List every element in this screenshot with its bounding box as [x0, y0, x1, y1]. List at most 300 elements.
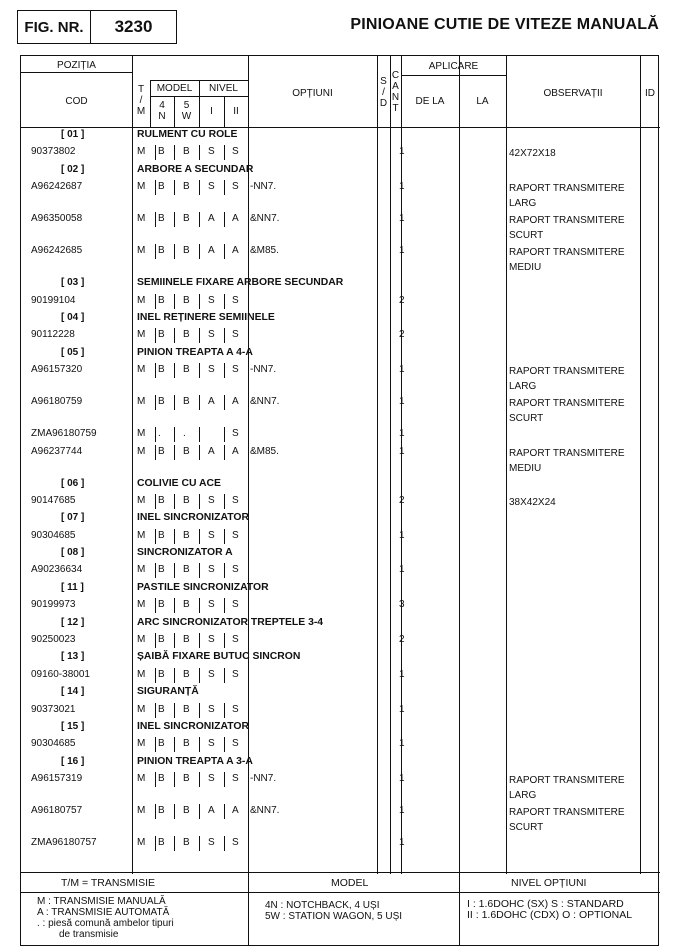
section-row — [21, 684, 660, 701]
table-row — [21, 702, 660, 719]
position-number: [ 05 ] — [61, 346, 85, 358]
cell-divider — [224, 703, 225, 718]
level-i-value: A — [208, 213, 215, 225]
level-i-value: S — [208, 181, 215, 193]
position-number: [ 12 ] — [61, 616, 85, 628]
level-ii-value: S — [232, 294, 239, 306]
transmission-code: M — [137, 837, 146, 849]
part-code: 90373802 — [31, 146, 76, 158]
cell-divider — [248, 836, 249, 851]
transmission-code: M — [137, 294, 146, 306]
table-row — [21, 493, 660, 510]
level-ii-value: S — [232, 494, 239, 506]
cell-divider — [174, 445, 175, 460]
model-5w-value: B — [183, 564, 190, 576]
transmission-code: M — [137, 364, 146, 376]
quantity: 1 — [399, 564, 405, 576]
cell-divider — [224, 772, 225, 787]
part-code: A96180759 — [31, 396, 83, 408]
table-row — [21, 528, 660, 545]
observation: RAPORT TRANSMITERE LARG — [509, 183, 625, 210]
cell-divider — [248, 633, 249, 648]
part-code: 90304685 — [31, 738, 76, 750]
transmission-code: M — [137, 396, 146, 408]
cell-divider — [199, 145, 200, 160]
level-ii-value: S — [232, 428, 239, 440]
figure-number-box — [17, 10, 177, 44]
level-i-value: A — [208, 445, 215, 457]
level-i-value: S — [208, 294, 215, 306]
model-4n-value: B — [158, 396, 165, 408]
table-row — [21, 394, 660, 426]
cell-divider — [199, 668, 200, 683]
part-code: 90373021 — [31, 703, 76, 715]
cell-divider — [224, 668, 225, 683]
header-pozitia: POZIȚIA — [57, 60, 96, 71]
header-id: ID — [645, 88, 655, 99]
section-row — [21, 162, 660, 179]
model-4n-value: B — [158, 294, 165, 306]
level-ii-value: S — [232, 773, 239, 785]
cell-divider — [174, 563, 175, 578]
table-row — [21, 736, 660, 753]
part-code: 90199104 — [31, 294, 76, 306]
cell-divider — [248, 804, 249, 819]
cell-divider — [155, 212, 156, 227]
part-code: A96157320 — [31, 364, 83, 376]
quantity: 2 — [399, 494, 405, 506]
quantity: 1 — [399, 773, 405, 785]
cell-divider — [224, 529, 225, 544]
cell-divider — [155, 703, 156, 718]
cell-divider — [199, 395, 200, 410]
option-code: &M85. — [250, 445, 279, 457]
quantity: 1 — [399, 364, 405, 376]
cell-divider — [174, 633, 175, 648]
table-row — [21, 327, 660, 344]
part-name: ARC SINCRONIZATOR TREPTELE 3-4 — [137, 616, 324, 628]
table-row — [21, 293, 660, 310]
model-4n-value: B — [158, 364, 165, 376]
cell-divider — [155, 529, 156, 544]
legend-nivel-title: NIVEL OPȚIUNI — [511, 877, 587, 889]
cell-divider — [248, 363, 249, 378]
section-row — [21, 275, 660, 292]
header-tm: T / M — [136, 84, 146, 117]
cell-divider — [224, 294, 225, 309]
cell-divider — [224, 804, 225, 819]
cell-divider — [174, 244, 175, 259]
legend — [21, 872, 660, 945]
cell-divider — [174, 180, 175, 195]
position-number: [ 06 ] — [61, 477, 85, 489]
model-4n-value: B — [158, 181, 165, 193]
header-nivel-i: I — [210, 106, 213, 117]
cell-divider — [248, 737, 249, 752]
part-name: INEL REȚINERE SEMIINELE — [137, 311, 275, 323]
position-number: [ 11 ] — [61, 581, 84, 593]
cell-divider — [174, 668, 175, 683]
level-ii-value: S — [232, 564, 239, 576]
table-row — [21, 562, 660, 579]
level-ii-value: S — [232, 599, 239, 611]
model-4n-value: . — [158, 428, 161, 440]
cell-divider — [248, 395, 249, 410]
part-name: COLIVIE CU ACE — [137, 477, 221, 489]
option-code: -NN7. — [250, 364, 277, 376]
cell-divider — [174, 494, 175, 509]
position-number: [ 13 ] — [61, 651, 85, 663]
position-number: [ 16 ] — [61, 755, 85, 767]
cell-divider — [248, 244, 249, 259]
part-code: ZMA96180759 — [31, 428, 97, 440]
transmission-code: M — [137, 428, 146, 440]
cell-divider — [224, 363, 225, 378]
option-code: &M85. — [250, 245, 279, 257]
table-row — [21, 211, 660, 243]
legend-tm-lines: M : TRANSMISIE MANUALĂ A : TRANSMISIE AUTOMATĂ . : piesă comună ambelor tipuri de transmisie — [37, 896, 174, 940]
cell-divider — [174, 294, 175, 309]
section-row — [21, 649, 660, 666]
position-number: [ 02 ] — [61, 163, 85, 175]
header-model-4n: 4 N — [158, 100, 166, 122]
level-ii-value: S — [232, 634, 239, 646]
part-code: A96350058 — [31, 213, 83, 225]
cell-divider — [224, 563, 225, 578]
cell-divider — [174, 703, 175, 718]
part-name: INEL SINCRONIZATOR — [137, 512, 249, 524]
level-ii-value: A — [232, 805, 239, 817]
section-row — [21, 310, 660, 327]
cell-divider — [174, 598, 175, 613]
figure-label: FIG. NR. — [18, 11, 91, 43]
model-5w-value: B — [183, 634, 190, 646]
level-ii-value: A — [232, 245, 239, 257]
cell-divider — [199, 212, 200, 227]
position-number: [ 03 ] — [61, 277, 85, 289]
cell-divider — [248, 529, 249, 544]
level-i-value: S — [208, 494, 215, 506]
quantity: 1 — [399, 805, 405, 817]
cell-divider — [199, 529, 200, 544]
cell-divider — [155, 737, 156, 752]
transmission-code: M — [137, 634, 146, 646]
cell-divider — [174, 427, 175, 442]
part-code: A96157319 — [31, 773, 83, 785]
cell-divider — [174, 737, 175, 752]
header-model-5w: 5 W — [181, 100, 192, 122]
transmission-code: M — [137, 494, 146, 506]
section-row — [21, 545, 660, 562]
cell-divider — [199, 836, 200, 851]
transmission-code: M — [137, 529, 146, 541]
quantity: 1 — [399, 837, 405, 849]
position-number: [ 07 ] — [61, 512, 85, 524]
cell-divider — [174, 212, 175, 227]
level-ii-value: S — [232, 364, 239, 376]
cell-divider — [155, 598, 156, 613]
model-4n-value: B — [158, 703, 165, 715]
transmission-code: M — [137, 445, 146, 457]
legend-nivel-lines: I : 1.6DOHC (SX) S : STANDARD II : 1.6DOHC (CDX) O : OPTIONAL — [467, 898, 633, 921]
level-ii-value: S — [232, 146, 239, 158]
cell-divider — [224, 212, 225, 227]
cell-divider — [155, 563, 156, 578]
model-4n-value: B — [158, 445, 165, 457]
part-name: RULMENT CU ROLE — [137, 129, 238, 140]
cell-divider — [155, 363, 156, 378]
transmission-code: M — [137, 599, 146, 611]
level-ii-value: A — [232, 445, 239, 457]
model-4n-value: B — [158, 668, 165, 680]
header-cod: COD — [65, 96, 88, 107]
part-name: PASTILE SINCRONIZATOR — [137, 581, 269, 593]
section-row — [21, 754, 660, 771]
part-code: 90112228 — [31, 329, 75, 341]
level-i-value: S — [208, 668, 215, 680]
cell-divider — [155, 427, 156, 442]
level-i-value: S — [208, 146, 215, 158]
model-4n-value: B — [158, 837, 165, 849]
transmission-code: M — [137, 805, 146, 817]
model-5w-value: B — [183, 494, 190, 506]
part-name: PINION TREAPTA A 3-A — [137, 755, 253, 767]
observation: RAPORT TRANSMITERE SCURT — [509, 215, 625, 242]
cell-divider — [199, 703, 200, 718]
cell-divider — [199, 328, 200, 343]
level-ii-value: A — [232, 396, 239, 408]
part-name: SINCRONIZATOR A — [137, 547, 233, 559]
model-5w-value: B — [183, 181, 190, 193]
position-number: [ 08 ] — [61, 547, 85, 559]
part-code: ZMA96180757 — [31, 837, 97, 849]
legend-model-title: MODEL — [331, 877, 369, 889]
table-body — [21, 127, 660, 853]
part-code: 90147685 — [31, 494, 76, 506]
cell-divider — [174, 395, 175, 410]
quantity: 2 — [399, 294, 405, 306]
header-observatii: OBSERVAȚII — [543, 88, 603, 99]
part-code: A96180757 — [31, 805, 83, 817]
section-row — [21, 476, 660, 493]
cell-divider — [199, 772, 200, 787]
part-code: A96237744 — [31, 445, 83, 457]
cell-divider — [155, 328, 156, 343]
model-4n-value: B — [158, 773, 165, 785]
part-name: PINION TREAPTA A 4-A — [137, 346, 253, 358]
model-4n-value: B — [158, 245, 165, 257]
position-number: [ 14 ] — [61, 686, 85, 698]
level-ii-value: S — [232, 329, 239, 341]
option-code: &NN7. — [250, 396, 280, 408]
model-5w-value: B — [183, 703, 190, 715]
observation: RAPORT TRANSMITERE SCURT — [509, 807, 625, 834]
level-ii-value: S — [232, 529, 239, 541]
cell-divider — [248, 212, 249, 227]
level-ii-value: S — [232, 181, 239, 193]
cell-divider — [155, 244, 156, 259]
observation: RAPORT TRANSMITERE MEDIU — [509, 447, 625, 474]
quantity: 1 — [399, 181, 405, 193]
cell-divider — [155, 395, 156, 410]
cell-divider — [224, 395, 225, 410]
cell-divider — [199, 180, 200, 195]
level-i-value: S — [208, 738, 215, 750]
parts-table — [20, 55, 659, 946]
header-de-la: DE LA — [415, 96, 445, 107]
part-code: A90236634 — [31, 564, 83, 576]
cell-divider — [248, 427, 249, 442]
level-i-value: A — [208, 805, 215, 817]
cell-divider — [174, 804, 175, 819]
model-5w-value: B — [183, 738, 190, 750]
transmission-code: M — [137, 213, 146, 225]
transmission-code: M — [137, 245, 146, 257]
observation: RAPORT TRANSMITERE SCURT — [509, 398, 625, 425]
model-4n-value: B — [158, 213, 165, 225]
cell-divider — [248, 145, 249, 160]
level-i-value: S — [208, 837, 215, 849]
part-code: A96242685 — [31, 245, 83, 257]
part-code: 09160-38001 — [31, 668, 90, 680]
model-5w-value: B — [183, 668, 190, 680]
header-cant: C A N T — [391, 70, 400, 114]
model-5w-value: B — [183, 445, 190, 457]
cell-divider — [155, 804, 156, 819]
position-number: [ 04 ] — [61, 311, 85, 323]
table-row — [21, 803, 660, 835]
cell-divider — [155, 668, 156, 683]
table-row — [21, 835, 660, 852]
page-title: PINIOANE CUTIE DE VITEZE MANUALĂ — [350, 16, 659, 33]
quantity: 1 — [399, 396, 405, 408]
part-code: 90250023 — [31, 634, 76, 646]
section-row — [21, 719, 660, 736]
section-row — [21, 510, 660, 527]
model-5w-value: B — [183, 329, 190, 341]
header-aplicare: APLICARE — [428, 61, 479, 72]
model-5w-value: B — [183, 805, 190, 817]
level-i-value: S — [208, 329, 215, 341]
section-row — [21, 345, 660, 362]
position-number: [ 01 ] — [61, 129, 85, 140]
table-row — [21, 243, 660, 275]
cell-divider — [199, 737, 200, 752]
quantity: 1 — [399, 703, 405, 715]
cell-divider — [224, 328, 225, 343]
position-number: [ 15 ] — [61, 720, 85, 732]
quantity: 1 — [399, 445, 405, 457]
model-4n-value: B — [158, 634, 165, 646]
table-row — [21, 362, 660, 394]
cell-divider — [248, 445, 249, 460]
header-model: MODEL — [156, 83, 193, 94]
level-i-value: S — [208, 599, 215, 611]
cell-divider — [199, 494, 200, 509]
legend-tm-title: T/M = TRANSMISIE — [61, 877, 156, 889]
model-4n-value: B — [158, 329, 165, 341]
cell-divider — [248, 598, 249, 613]
table-row — [21, 667, 660, 684]
cell-divider — [199, 445, 200, 460]
model-5w-value: B — [183, 837, 190, 849]
model-4n-value: B — [158, 146, 165, 158]
quantity: 2 — [399, 329, 405, 341]
model-5w-value: B — [183, 599, 190, 611]
observation: 38X42X24 — [509, 496, 556, 508]
cell-divider — [224, 598, 225, 613]
cell-divider — [174, 772, 175, 787]
cell-divider — [174, 328, 175, 343]
part-name: ARBORE A SECUNDAR — [137, 163, 254, 175]
level-i-value: A — [208, 245, 215, 257]
model-4n-value: B — [158, 805, 165, 817]
quantity: 1 — [399, 428, 405, 440]
transmission-code: M — [137, 181, 146, 193]
cell-divider — [174, 836, 175, 851]
quantity: 1 — [399, 529, 405, 541]
cell-divider — [155, 294, 156, 309]
table-row — [21, 771, 660, 803]
part-name: SIGURANȚĂ — [137, 686, 199, 698]
cell-divider — [199, 363, 200, 378]
table-row — [21, 426, 660, 443]
cell-divider — [248, 668, 249, 683]
cell-divider — [199, 563, 200, 578]
level-ii-value: S — [232, 837, 239, 849]
model-5w-value: B — [183, 213, 190, 225]
cell-divider — [248, 328, 249, 343]
cell-divider — [224, 737, 225, 752]
model-5w-value: B — [183, 396, 190, 408]
section-row — [21, 127, 660, 144]
model-5w-value: B — [183, 773, 190, 785]
cell-divider — [199, 804, 200, 819]
option-code: &NN7. — [250, 805, 280, 817]
cell-divider — [155, 180, 156, 195]
transmission-code: M — [137, 564, 146, 576]
cell-divider — [248, 772, 249, 787]
cell-divider — [199, 633, 200, 648]
quantity: 1 — [399, 245, 405, 257]
cell-divider — [155, 445, 156, 460]
cell-divider — [174, 363, 175, 378]
transmission-code: M — [137, 329, 146, 341]
part-code: 90199973 — [31, 599, 76, 611]
cell-divider — [224, 633, 225, 648]
cell-divider — [224, 494, 225, 509]
quantity: 1 — [399, 668, 405, 680]
level-ii-value: S — [232, 668, 239, 680]
section-row — [21, 615, 660, 632]
transmission-code: M — [137, 703, 146, 715]
model-5w-value: B — [183, 529, 190, 541]
quantity: 1 — [399, 146, 405, 158]
cell-divider — [174, 529, 175, 544]
table-row — [21, 597, 660, 614]
cell-divider — [155, 772, 156, 787]
cell-divider — [248, 703, 249, 718]
table-row — [21, 144, 660, 161]
part-code: A96242687 — [31, 181, 83, 193]
table-row — [21, 444, 660, 476]
cell-divider — [248, 494, 249, 509]
model-5w-value: B — [183, 146, 190, 158]
header-nivel: NIVEL — [209, 83, 238, 94]
model-4n-value: B — [158, 494, 165, 506]
cell-divider — [224, 145, 225, 160]
model-5w-value: . — [183, 428, 186, 440]
